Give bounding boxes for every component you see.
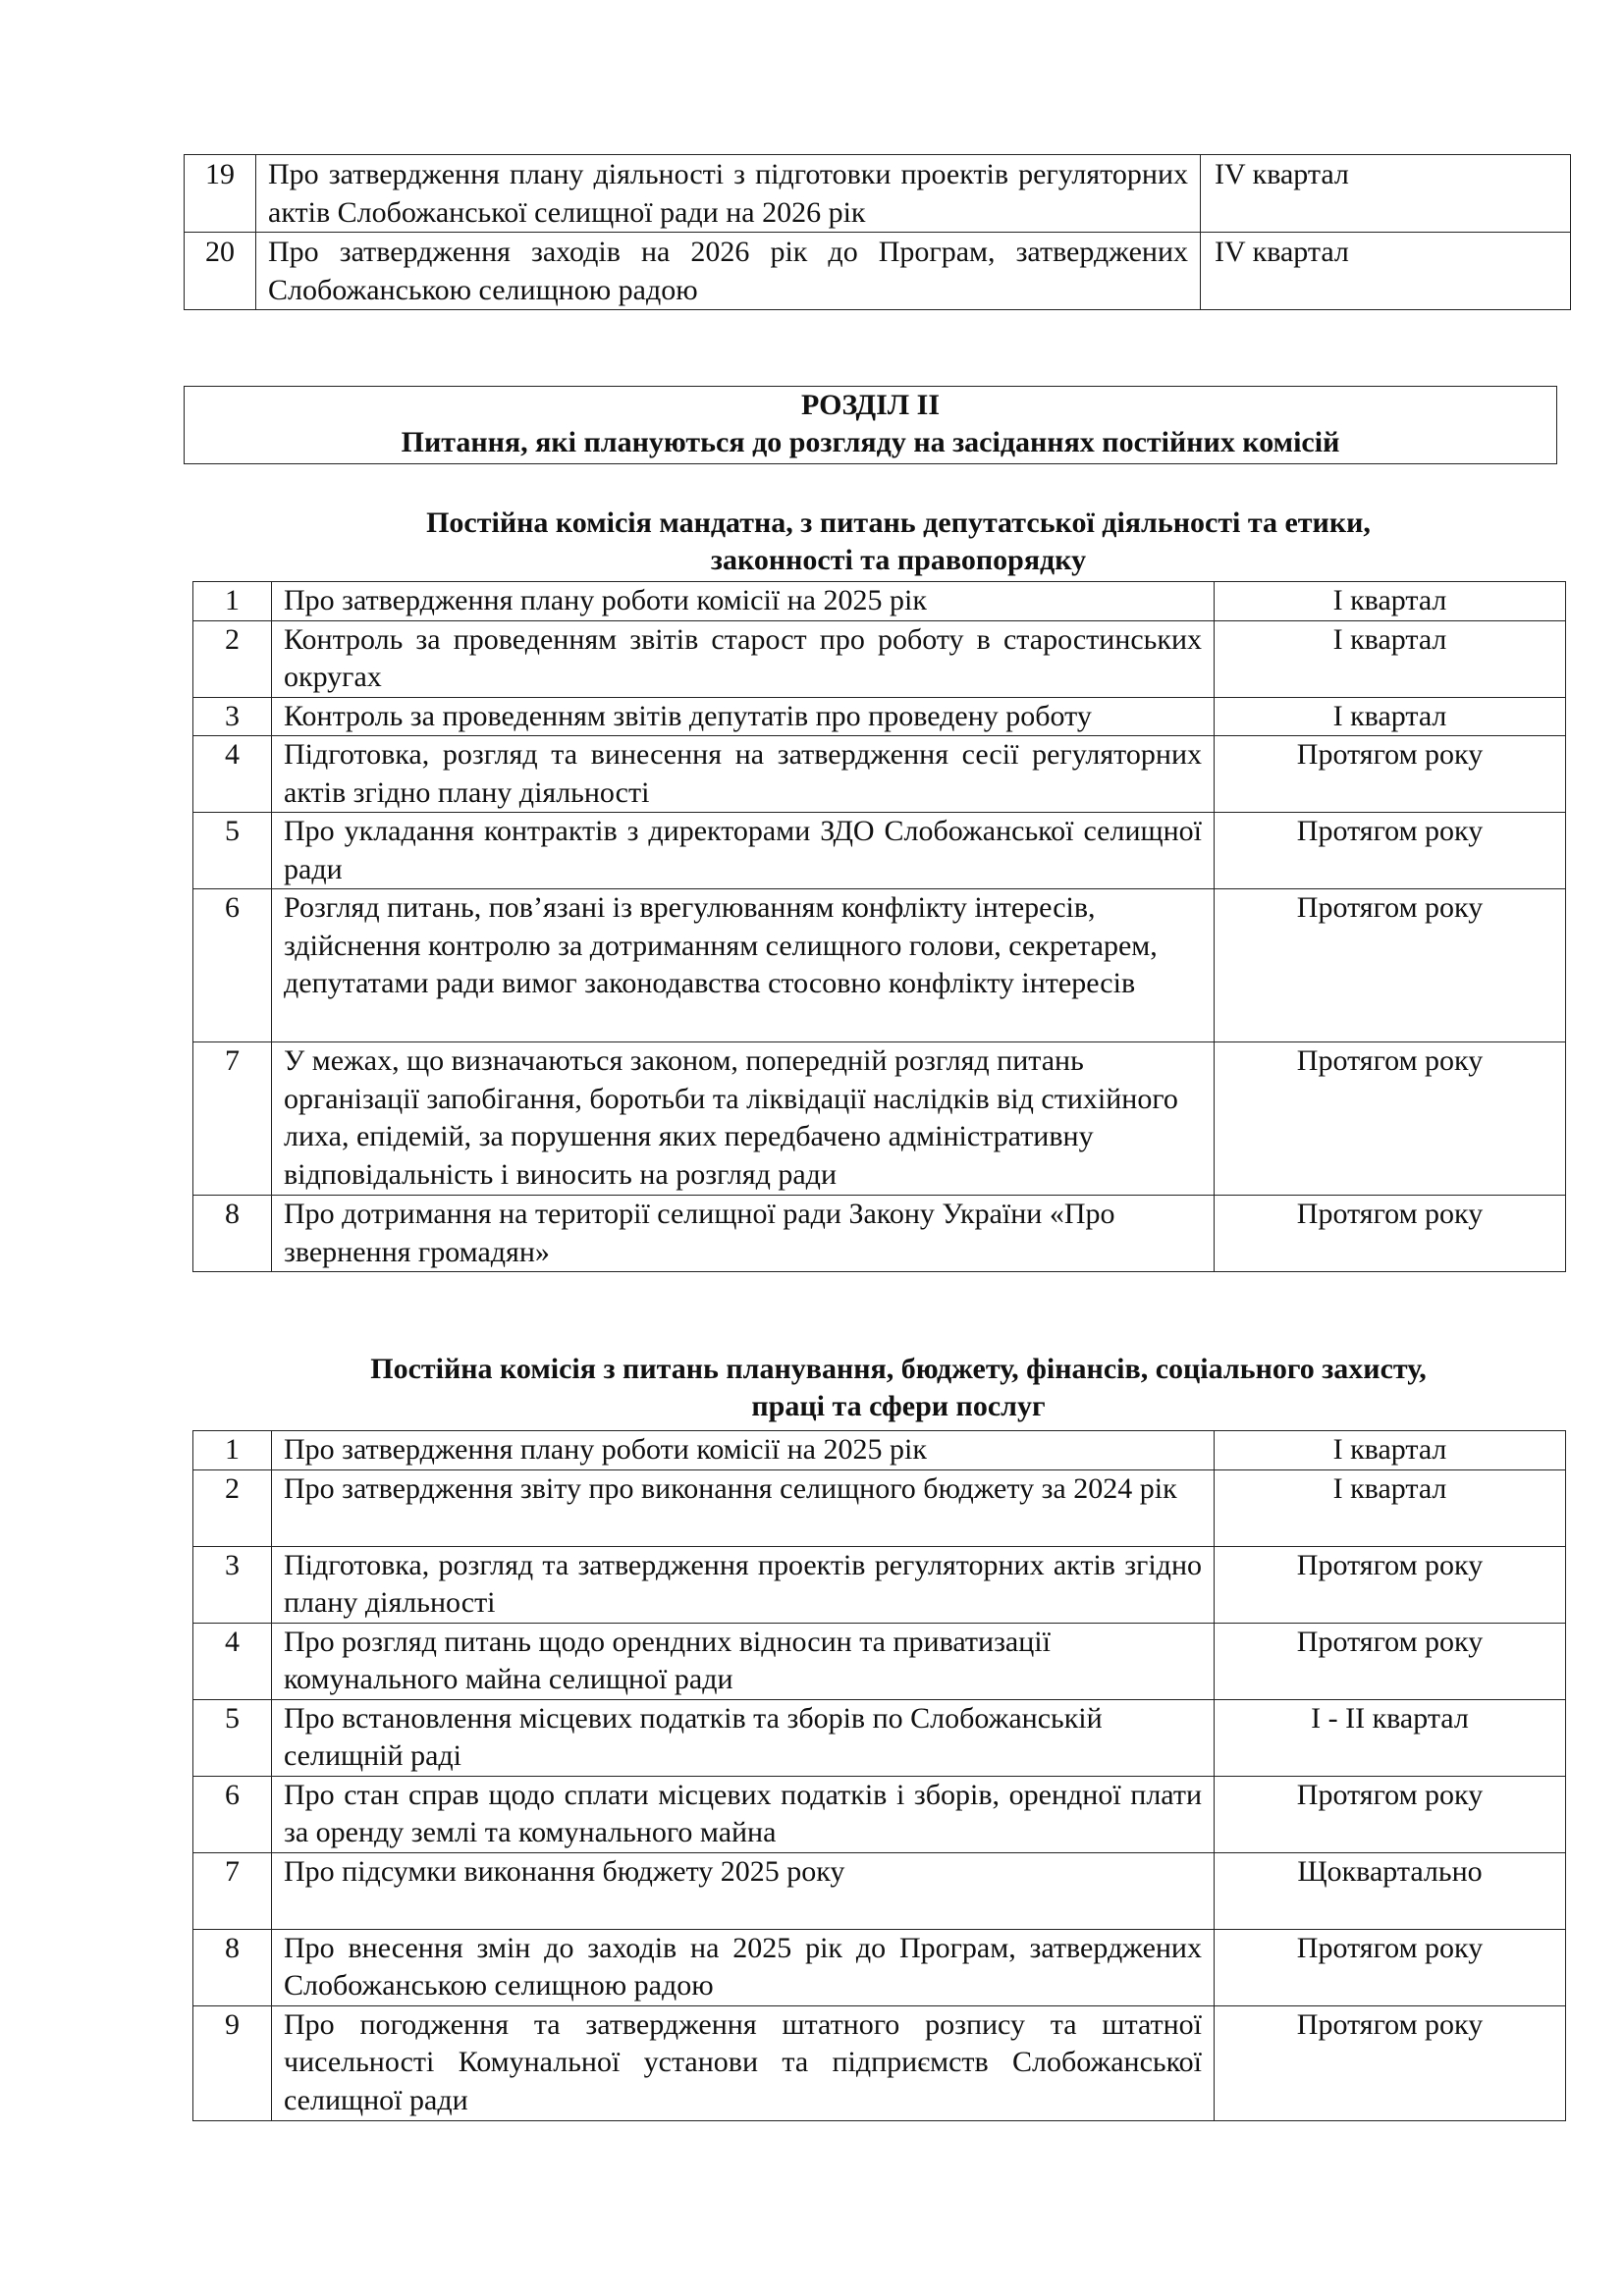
row-period: І квартал bbox=[1215, 1431, 1566, 1470]
table-row bbox=[193, 813, 1566, 889]
row-number: 6 bbox=[193, 1776, 272, 1852]
row-text: Про підсумки виконання бюджету 2025 року bbox=[272, 1852, 1215, 1929]
section-subtitle: Питання, які плануються до розгляду на засіданнях постійних комісій bbox=[401, 426, 1340, 458]
row-text: Про внесення змін до заходів на 2025 рік до Програм, затверджених Слобожанською селищною радою bbox=[272, 1929, 1215, 2005]
table-row bbox=[193, 736, 1566, 813]
table-row bbox=[193, 1431, 1566, 1470]
row-number: 4 bbox=[193, 1623, 272, 1699]
row-text: Про затвердження плану діяльності з підготовки проектів регуляторних актів Слобожанської селищної ради на 2026 рік bbox=[256, 155, 1201, 233]
row-number: 7 bbox=[193, 1042, 272, 1196]
row-text: Розгляд питань, пов’язані із врегулюванням конфлікту інтересів, здійснення контролю за дотриманням селищного голови, секретарем, депутатами ради вимог законодавства стосовно конфлікту інтересів bbox=[272, 889, 1215, 1042]
commission-heading-line: Постійна комісія мандатна, з питань депутатської діяльності та етики, bbox=[426, 507, 1371, 539]
table-row bbox=[193, 620, 1566, 697]
row-period: Протягом року bbox=[1215, 2005, 1566, 2120]
commission-heading-line: Постійна комісія з питань планування, бюджету, фінансів, соціального захисту, bbox=[370, 1353, 1427, 1385]
row-period: І квартал bbox=[1215, 697, 1566, 736]
row-period: І квартал bbox=[1215, 1469, 1566, 1546]
row-number: 1 bbox=[193, 1431, 272, 1470]
table-row bbox=[193, 1469, 1566, 1546]
row-text: Про затвердження заходів на 2026 рік до Програм, затверджених Слобожанською селищною радою bbox=[256, 233, 1201, 310]
table-row bbox=[193, 1776, 1566, 1852]
table-row bbox=[193, 1852, 1566, 1929]
row-period: І квартал bbox=[1215, 620, 1566, 697]
row-period: IV квартал bbox=[1201, 233, 1571, 310]
row-number: 8 bbox=[193, 1196, 272, 1272]
commission-mandate-table bbox=[192, 581, 1566, 1272]
table-row bbox=[193, 1196, 1566, 1272]
row-period: Протягом року bbox=[1215, 1929, 1566, 2005]
row-number: 2 bbox=[193, 620, 272, 697]
section-header-box bbox=[184, 386, 1557, 464]
commission-heading bbox=[226, 1351, 1571, 1425]
row-period: Протягом року bbox=[1215, 889, 1566, 1042]
row-period: І - ІІ квартал bbox=[1215, 1699, 1566, 1776]
commission-heading bbox=[226, 505, 1571, 579]
row-number: 7 bbox=[193, 1852, 272, 1929]
row-text: Підготовка, розгляд та винесення на затвердження сесії регуляторних актів згідно плану діяльності bbox=[272, 736, 1215, 813]
row-period: Протягом року bbox=[1215, 736, 1566, 813]
row-number: 8 bbox=[193, 1929, 272, 2005]
row-period: Протягом року bbox=[1215, 1196, 1566, 1272]
row-text: Про укладання контрактів з директорами ЗДО Слобожанської селищної ради bbox=[272, 813, 1215, 889]
row-text: Контроль за проведенням звітів старост про роботу в старостинських округах bbox=[272, 620, 1215, 697]
row-text: Про погодження та затвердження штатного розпису та штатної чисельності Комунальної установи та підприємств Слобожанської селищної ради bbox=[272, 2005, 1215, 2120]
row-number: 6 bbox=[193, 889, 272, 1042]
row-period: Щоквартально bbox=[1215, 1852, 1566, 1929]
commission-budget-table bbox=[192, 1430, 1566, 2121]
table-row bbox=[193, 1623, 1566, 1699]
commission-heading-line: законності та правопорядку bbox=[710, 544, 1087, 576]
table-row bbox=[193, 582, 1566, 621]
row-period: Протягом року bbox=[1215, 1623, 1566, 1699]
row-text: Про розгляд питань щодо орендних відносин та приватизації комунального майна селищної ради bbox=[272, 1623, 1215, 1699]
table-row bbox=[193, 1929, 1566, 2005]
continued-plan-table bbox=[184, 154, 1571, 310]
row-period: Протягом року bbox=[1215, 1042, 1566, 1196]
row-text: Про затвердження плану роботи комісії на 2025 рік bbox=[272, 1431, 1215, 1470]
row-text: Про затвердження звіту про виконання селищного бюджету за 2024 рік bbox=[272, 1469, 1215, 1546]
row-text: У межах, що визначаються законом, попередній розгляд питань організації запобігання, боротьби та ліквідації наслідків від стихійного лиха, епідемій, за порушення яких передбачено адміністративну відповідальність і виносить на розгляд ради bbox=[272, 1042, 1215, 1196]
row-text: Про дотримання на території селищної ради Закону України «Про звернення громадян» bbox=[272, 1196, 1215, 1272]
table-row bbox=[185, 155, 1571, 233]
row-number: 3 bbox=[193, 1546, 272, 1623]
table-row bbox=[193, 1699, 1566, 1776]
row-text: Про стан справ щодо сплати місцевих податків і зборів, орендної плати за оренду землі та комунального майна bbox=[272, 1776, 1215, 1852]
row-period: І квартал bbox=[1215, 582, 1566, 621]
row-number: 5 bbox=[193, 813, 272, 889]
row-number: 5 bbox=[193, 1699, 272, 1776]
row-period: Протягом року bbox=[1215, 1546, 1566, 1623]
row-period: Протягом року bbox=[1215, 1776, 1566, 1852]
table-row bbox=[193, 889, 1566, 1042]
row-number: 19 bbox=[185, 155, 256, 233]
table-row bbox=[193, 1546, 1566, 1623]
table-row bbox=[185, 233, 1571, 310]
section-title: РОЗДІЛ ІІ bbox=[800, 389, 940, 421]
commission-heading-line: праці та сфери послуг bbox=[751, 1390, 1046, 1422]
table-row bbox=[193, 697, 1566, 736]
row-text: Про встановлення місцевих податків та зборів по Слобожанській селищній раді bbox=[272, 1699, 1215, 1776]
row-number: 3 bbox=[193, 697, 272, 736]
table-row bbox=[193, 2005, 1566, 2120]
row-period: Протягом року bbox=[1215, 813, 1566, 889]
row-number: 9 bbox=[193, 2005, 272, 2120]
row-text: Про затвердження плану роботи комісії на 2025 рік bbox=[272, 582, 1215, 621]
row-number: 20 bbox=[185, 233, 256, 310]
row-number: 1 bbox=[193, 582, 272, 621]
row-text: Контроль за проведенням звітів депутатів про проведену роботу bbox=[272, 697, 1215, 736]
row-number: 4 bbox=[193, 736, 272, 813]
row-text: Підготовка, розгляд та затвердження проектів регуляторних актів згідно плану діяльності bbox=[272, 1546, 1215, 1623]
table-row bbox=[193, 1042, 1566, 1196]
row-number: 2 bbox=[193, 1469, 272, 1546]
row-period: IV квартал bbox=[1201, 155, 1571, 233]
